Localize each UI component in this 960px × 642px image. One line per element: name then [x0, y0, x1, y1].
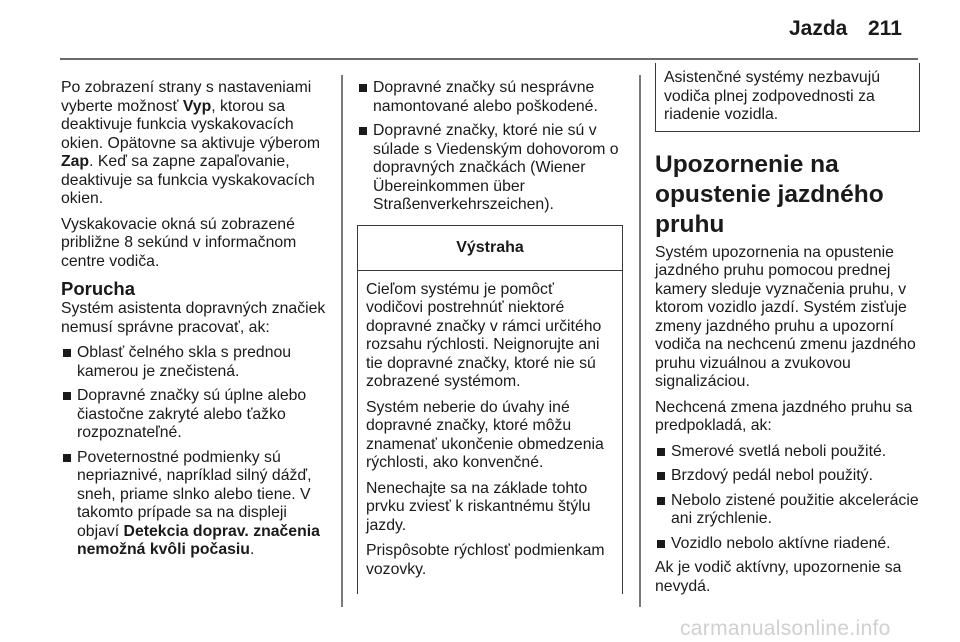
bullet-square-icon	[63, 454, 71, 462]
bullet-square-icon	[63, 392, 71, 400]
list-item: Poveternostné podmienky sú nepriaznivé, napríklad silný dážď, sneh, priame slnko alebo tiene. V takomto prípade sa na displeji objaví Detekcia doprav. značenia nemožná kvôli počasiu.	[61, 449, 329, 560]
note-text: Asistenčné systémy nezbavujú vodiča plnej zodpovednosti za riadenie vozidla.	[664, 69, 880, 123]
bullet-square-icon	[657, 472, 665, 480]
list-item: Smerové svetlá neboli použité.	[655, 443, 920, 462]
column-divider-2	[639, 75, 641, 607]
column-middle	[357, 79, 623, 594]
list-item: Dopravné značky sú nesprávne namontované alebo poškodené.	[357, 79, 623, 116]
note-box	[655, 63, 920, 132]
warning-paragraph: Nenechajte sa na základe tohto prvku zviesť k riskantnému štýlu jazdy.	[366, 479, 591, 534]
bullet-square-icon	[359, 84, 367, 92]
bullet-square-icon	[359, 127, 367, 135]
list-item: Brzdový pedál nebol použitý.	[655, 467, 920, 486]
lane-conditions-list	[655, 443, 920, 554]
column-divider-1	[341, 75, 343, 607]
paragraph-fault-intro: Systém asistenta dopravných značiek nemusí správne pracovať, ak:	[61, 300, 326, 336]
option-vyp: Vyp	[182, 97, 212, 115]
list-item: Nebolo zistené použitie akcelerácie ani zrýchlenie.	[655, 492, 920, 529]
warning-paragraph: Prispôsobte rýchlosť podmienkam vozovky.	[366, 542, 605, 578]
warning-body	[358, 271, 622, 595]
paragraph-settings: Po zobrazení strany s nastaveniami vyberte možnosť Vyp, ktorou sa deaktivuje funkcia vyskakovacích okien. Opätovne sa aktivuje výberom Zap. Keď sa zapne zapaľovanie, deaktivuje sa funkcia vyskakovacích okien.	[61, 79, 321, 207]
warning-paragraph: Cieľom systému je pomôcť vodičovi postrehnúť niektoré dopravné značky v rámci určitého rozsahu rýchlosti. Neignorujte ani tie dopravné značky, ktoré nie sú zobrazené systémom.	[366, 280, 602, 390]
page-header	[0, 0, 960, 58]
section-title-lane-departure: Upozornenie na opustenie jazdného pruhu	[655, 150, 884, 238]
header-divider	[60, 58, 918, 60]
bullet-square-icon	[63, 349, 71, 357]
warning-title: Výstraha	[358, 225, 622, 271]
fault-list-continued	[357, 79, 623, 215]
list-item: Dopravné značky sú úplne alebo čiastočne zakryté alebo ťažko rozpoznateľné.	[61, 387, 329, 443]
column-left	[61, 79, 329, 566]
paragraph-popup-duration: Vyskakovacie okná sú zobrazené približne 8 sekúnd v informačnom centre vodiča.	[61, 215, 297, 270]
bullet-square-icon	[657, 540, 665, 548]
paragraph-lane-system: Systém upozornenia na opustenie jazdného pruhu pomocou prednej kamery sleduje vyznačenia pruhu, v ktorom vozidlo jazdí. Systém zisťuje zmeny jazdného pruhu a upozorní vodiča na nechcenú zmenu jazdného pruhu vizuálnou a zvukovou signalizáciou.	[655, 243, 916, 390]
warning-paragraph: Systém neberie do úvahy iné dopravné značky, ktoré môžu znamenať ukončenie obmedzenia rýchlosti, ako konvenčné.	[366, 398, 604, 471]
column-right	[655, 67, 920, 603]
list-item: Vozidlo nebolo aktívne riadené.	[655, 535, 920, 554]
watermark-text: carmanualsonline.info	[680, 617, 891, 640]
fault-list	[61, 344, 329, 560]
paragraph-driver-active: Ak je vodič aktívny, upozornenie sa nevydá.	[655, 559, 902, 595]
option-zap: Zap	[61, 153, 90, 170]
paragraph-lane-conditions: Nechcená zmena jazdného pruhu sa predpokladá, ak:	[655, 398, 913, 434]
page-number: 211	[868, 17, 902, 40]
chapter-title: Jazda	[789, 17, 848, 40]
section-title-fault: Porucha	[61, 278, 136, 299]
list-item: Oblasť čelného skla s prednou kamerou je znečistená.	[61, 344, 329, 381]
bullet-square-icon	[657, 497, 665, 505]
display-message: Detekcia doprav. značenia nemožná kvôli počasiu	[77, 522, 320, 558]
list-item: Dopravné značky, ktoré nie sú v súlade s Viedenským dohovorom o dopravných značkách (Wiener Übereinkommen über Straßenverkehrszeichen).	[357, 122, 623, 215]
warning-box	[357, 225, 623, 595]
bullet-square-icon	[657, 448, 665, 456]
